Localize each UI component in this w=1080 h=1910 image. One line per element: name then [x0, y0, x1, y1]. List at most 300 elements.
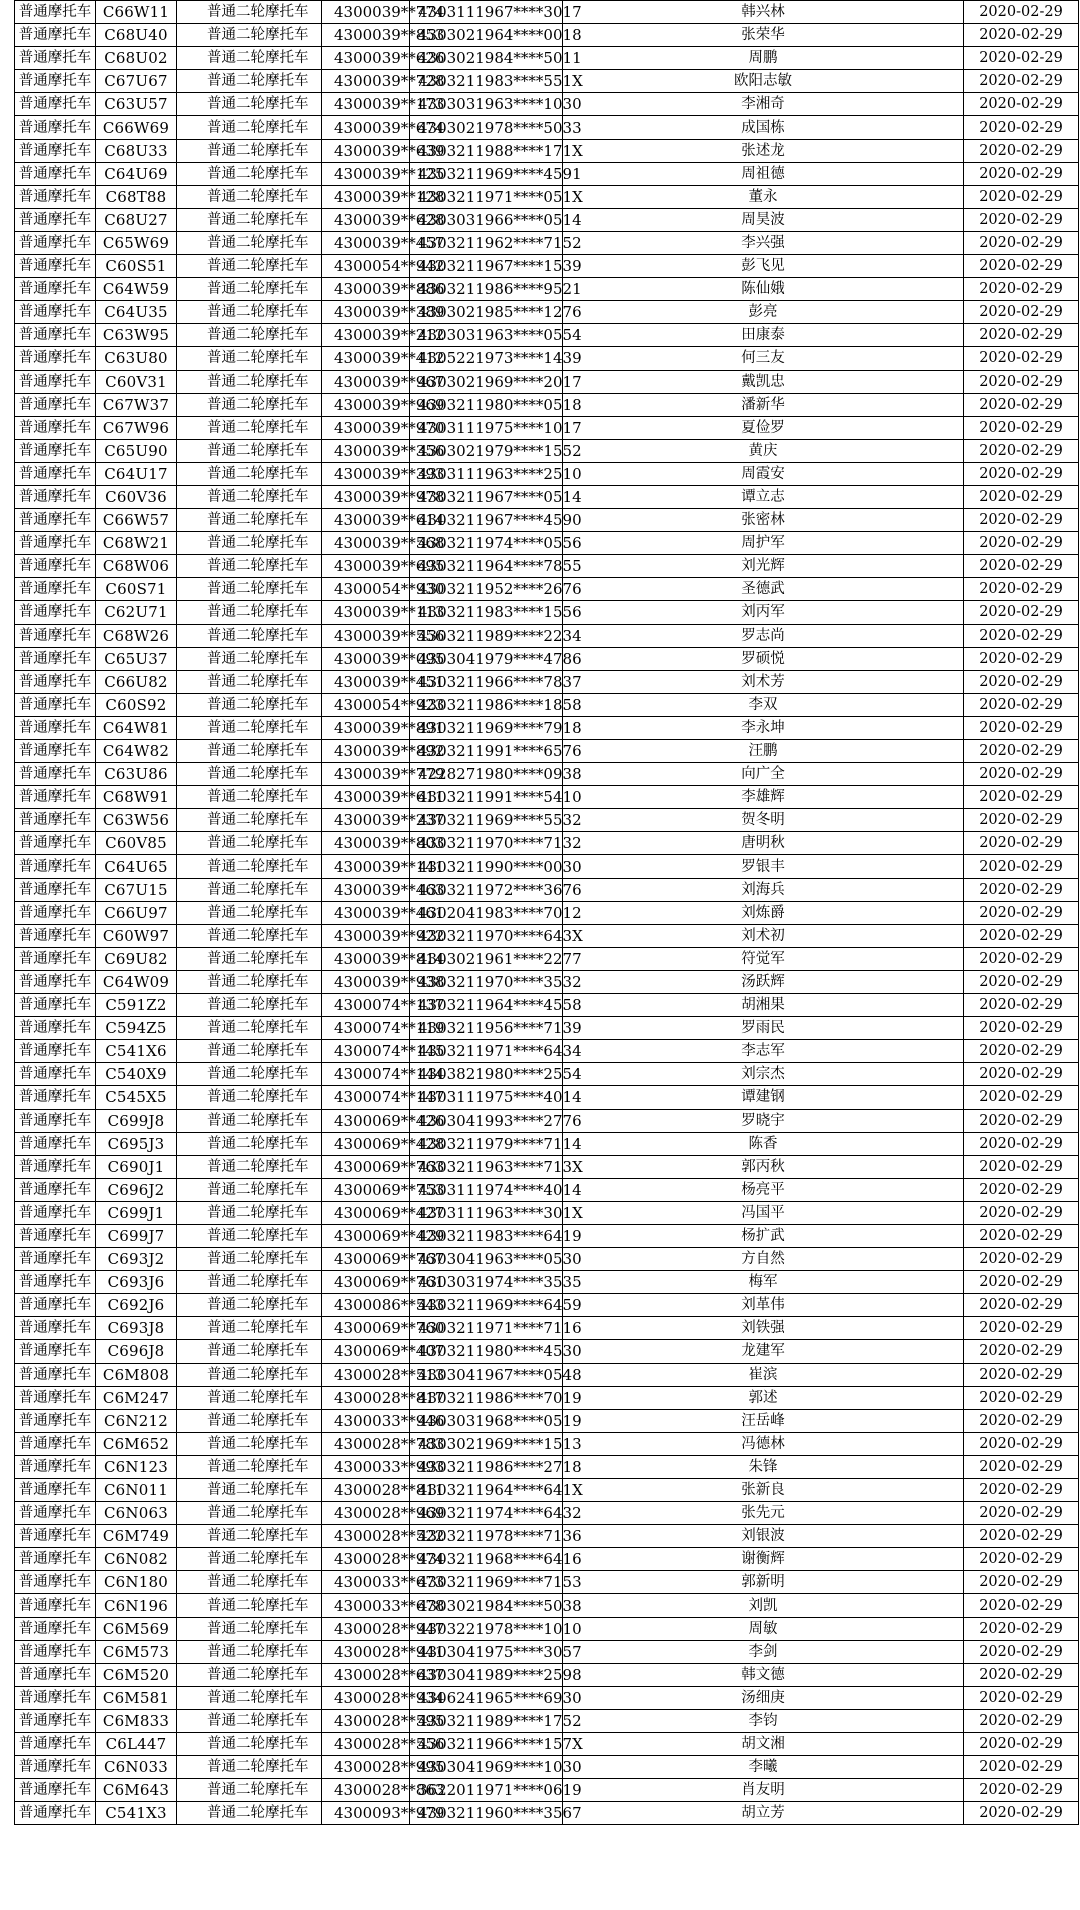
vehicle-class-cell: 普通二轮摩托车 [177, 324, 322, 347]
plate-number-cell: C6M643 [96, 1779, 177, 1802]
file-number-cell: 4300039**463 [322, 878, 410, 901]
vehicle-class-cell: 普通二轮摩托车 [177, 1109, 322, 1132]
owner-name-cell: 李湘奇 [563, 93, 964, 116]
table-row [15, 1548, 1079, 1571]
vehicle-type-cell: 普通摩托车 [15, 1063, 96, 1086]
owner-name-cell: 汤细庚 [563, 1686, 964, 1709]
plate-number-cell: C68U27 [96, 208, 177, 231]
file-number-cell: 4300039**389 [322, 301, 410, 324]
vehicle-class-cell: 普通二轮摩托车 [177, 1040, 322, 1063]
date-cell: 2020-02-29 [964, 1525, 1079, 1548]
vehicle-type-cell: 普通摩托车 [15, 1525, 96, 1548]
vehicle-class-cell: 普通二轮摩托车 [177, 208, 322, 231]
owner-name-cell: 刘宗杰 [563, 1063, 964, 1086]
table-row [15, 1502, 1079, 1525]
file-number-cell: 4300039**611 [322, 786, 410, 809]
vehicle-class-cell: 普通二轮摩托车 [177, 370, 322, 393]
plate-number-cell: C66W57 [96, 509, 177, 532]
file-number-cell: 4300039**891 [322, 716, 410, 739]
plate-number-cell: C64U35 [96, 301, 177, 324]
vehicle-class-cell: 普通二轮摩托车 [177, 1248, 322, 1271]
file-number-cell: 4300039**412 [322, 347, 410, 370]
plate-number-cell: C64W81 [96, 716, 177, 739]
owner-name-cell: 韩文德 [563, 1663, 964, 1686]
date-cell: 2020-02-29 [964, 924, 1079, 947]
date-cell: 2020-02-29 [964, 532, 1079, 555]
owner-name-cell: 成国栋 [563, 116, 964, 139]
plate-number-cell: C6M833 [96, 1709, 177, 1732]
vehicle-type-cell: 普通摩托车 [15, 832, 96, 855]
plate-number-cell: C65W69 [96, 231, 177, 254]
file-number-cell: 4300069**407 [322, 1340, 410, 1363]
file-number-cell: 4300028**783 [322, 1432, 410, 1455]
table-row [15, 1271, 1079, 1294]
vehicle-type-cell: 普通摩托车 [15, 1017, 96, 1040]
vehicle-class-cell: 普通二轮摩托车 [177, 924, 322, 947]
vehicle-type-cell: 普通摩托车 [15, 1663, 96, 1686]
id-number-cell: 4303211980****0518 [410, 393, 563, 416]
owner-name-cell: 刘海兵 [563, 878, 964, 901]
vehicle-class-cell: 普通二轮摩托车 [177, 763, 322, 786]
file-number-cell: 4300028**556 [322, 1733, 410, 1756]
file-number-cell: 4300069**761 [322, 1271, 410, 1294]
vehicle-type-cell: 普通摩托车 [15, 901, 96, 924]
date-cell: 2020-02-29 [964, 1086, 1079, 1109]
table-row [15, 693, 1079, 716]
vehicle-type-cell: 普通摩托车 [15, 670, 96, 693]
table-row [15, 439, 1079, 462]
date-cell: 2020-02-29 [964, 1686, 1079, 1709]
vehicle-type-cell: 普通摩托车 [15, 255, 96, 278]
table-row [15, 1663, 1079, 1686]
vehicle-class-cell: 普通二轮摩托车 [177, 1779, 322, 1802]
date-cell: 2020-02-29 [964, 370, 1079, 393]
date-cell: 2020-02-29 [964, 763, 1079, 786]
vehicle-class-cell: 普通二轮摩托车 [177, 485, 322, 508]
file-number-cell: 4300054**942 [322, 255, 410, 278]
table-row [15, 1640, 1079, 1663]
table-row [15, 47, 1079, 70]
vehicle-type-cell: 普通摩托车 [15, 740, 96, 763]
plate-number-cell: C67U15 [96, 878, 177, 901]
plate-number-cell: C68U40 [96, 24, 177, 47]
vehicle-class-cell: 普通二轮摩托车 [177, 1455, 322, 1478]
date-cell: 2020-02-29 [964, 670, 1079, 693]
vehicle-class-cell: 普通二轮摩托车 [177, 1709, 322, 1732]
vehicle-type-cell: 普通摩托车 [15, 1571, 96, 1594]
table-row [15, 347, 1079, 370]
vehicle-type-cell: 普通摩托车 [15, 878, 96, 901]
plate-number-cell: C696J2 [96, 1178, 177, 1201]
plate-number-cell: C66W11 [96, 1, 177, 24]
vehicle-class-cell: 普通二轮摩托车 [177, 47, 322, 70]
plate-number-cell: C541X3 [96, 1802, 177, 1825]
table-row [15, 393, 1079, 416]
vehicle-type-cell: 普通摩托车 [15, 439, 96, 462]
file-number-cell: 4300039**556 [322, 624, 410, 647]
plate-number-cell: C67U67 [96, 70, 177, 93]
plate-number-cell: C594Z5 [96, 1017, 177, 1040]
vehicle-class-cell: 普通二轮摩托车 [177, 93, 322, 116]
table-row [15, 878, 1079, 901]
id-number-cell: 4303211971****051X [410, 185, 563, 208]
id-number-cell: 4303211967****4590 [410, 509, 563, 532]
vehicle-class-cell: 普通二轮摩托车 [177, 1201, 322, 1224]
id-number-cell: 4305221973****1439 [410, 347, 563, 370]
date-cell: 2020-02-29 [964, 1201, 1079, 1224]
plate-number-cell: C64W09 [96, 970, 177, 993]
id-number-cell: 4303211971****7116 [410, 1317, 563, 1340]
vehicle-type-cell: 普通摩托车 [15, 370, 96, 393]
vehicle-type-cell: 普通摩托车 [15, 24, 96, 47]
table-row [15, 1109, 1079, 1132]
owner-name-cell: 彭飞见 [563, 255, 964, 278]
date-cell: 2020-02-29 [964, 947, 1079, 970]
date-cell: 2020-02-29 [964, 855, 1079, 878]
id-number-cell: 4303211970****7132 [410, 832, 563, 855]
date-cell: 2020-02-29 [964, 1340, 1079, 1363]
file-number-cell: 4300054**930 [322, 578, 410, 601]
plate-number-cell: C540X9 [96, 1063, 177, 1086]
table-row [15, 1340, 1079, 1363]
owner-name-cell: 谭建钢 [563, 1086, 964, 1109]
file-number-cell: 4300039**674 [322, 116, 410, 139]
id-number-cell: 4303031974****3535 [410, 1271, 563, 1294]
owner-name-cell: 刘凯 [563, 1594, 964, 1617]
id-number-cell: 4303021969****1513 [410, 1432, 563, 1455]
vehicle-class-cell: 普通二轮摩托车 [177, 347, 322, 370]
vehicle-class-cell: 普通二轮摩托车 [177, 70, 322, 93]
owner-name-cell: 周护军 [563, 532, 964, 555]
owner-name-cell: 张述龙 [563, 139, 964, 162]
date-cell: 2020-02-29 [964, 139, 1079, 162]
table-row [15, 208, 1079, 231]
vehicle-type-cell: 普通摩托车 [15, 1178, 96, 1201]
table-row [15, 231, 1079, 254]
id-number-cell: 4303211983****6419 [410, 1224, 563, 1247]
id-number-cell: 4303041963****0530 [410, 1248, 563, 1271]
vehicle-type-cell: 普通摩托车 [15, 947, 96, 970]
date-cell: 2020-02-29 [964, 1294, 1079, 1317]
file-number-cell: 4300039**113 [322, 601, 410, 624]
owner-name-cell: 潘新华 [563, 393, 964, 416]
id-number-cell: 4303211956****7139 [410, 1017, 563, 1040]
owner-name-cell: 冯德林 [563, 1432, 964, 1455]
plate-number-cell: C699J1 [96, 1201, 177, 1224]
plate-number-cell: C68U33 [96, 139, 177, 162]
owner-name-cell: 杨扩武 [563, 1224, 964, 1247]
table-row [15, 901, 1079, 924]
file-number-cell: 4300039**212 [322, 324, 410, 347]
plate-number-cell: C65U90 [96, 439, 177, 462]
vehicle-class-cell: 普通二轮摩托车 [177, 1086, 322, 1109]
table-row [15, 1132, 1079, 1155]
id-number-cell: 4303211969****6459 [410, 1294, 563, 1317]
vehicle-class-cell: 普通二轮摩托车 [177, 1479, 322, 1502]
table-row [15, 1294, 1079, 1317]
vehicle-class-cell: 普通二轮摩托车 [177, 416, 322, 439]
owner-name-cell: 刘术芳 [563, 670, 964, 693]
vehicle-class-cell: 普通二轮摩托车 [177, 1294, 322, 1317]
table-row [15, 809, 1079, 832]
vehicle-class-cell: 普通二轮摩托车 [177, 1409, 322, 1432]
table-row [15, 1479, 1079, 1502]
vehicle-type-cell: 普通摩托车 [15, 1294, 96, 1317]
vehicle-type-cell: 普通摩托车 [15, 208, 96, 231]
vehicle-type-cell: 普通摩托车 [15, 1363, 96, 1386]
owner-name-cell: 李雄辉 [563, 786, 964, 809]
id-number-cell: 4303211969****5532 [410, 809, 563, 832]
table-row [15, 1432, 1079, 1455]
vehicle-type-cell: 普通摩托车 [15, 1109, 96, 1132]
id-number-cell: 4303211969****4591 [410, 162, 563, 185]
table-row [15, 763, 1079, 786]
plate-number-cell: C67W37 [96, 393, 177, 416]
table-row [15, 1155, 1079, 1178]
vehicle-class-cell: 普通二轮摩托车 [177, 1386, 322, 1409]
plate-number-cell: C60V85 [96, 832, 177, 855]
vehicle-type-cell: 普通摩托车 [15, 1317, 96, 1340]
table-row [15, 1317, 1079, 1340]
id-number-cell: 4303111963****301X [410, 1201, 563, 1224]
file-number-cell: 4300069**427 [322, 1201, 410, 1224]
table-row [15, 947, 1079, 970]
table-row [15, 1063, 1079, 1086]
vehicle-type-cell: 普通摩托车 [15, 416, 96, 439]
plate-number-cell: C63W56 [96, 809, 177, 832]
vehicle-type-cell: 普通摩托车 [15, 1386, 96, 1409]
vehicle-type-cell: 普通摩托车 [15, 1155, 96, 1178]
owner-name-cell: 圣德武 [563, 578, 964, 601]
date-cell: 2020-02-29 [964, 578, 1079, 601]
file-number-cell: 4300086**543 [322, 1294, 410, 1317]
owner-name-cell: 胡立芳 [563, 1802, 964, 1825]
owner-name-cell: 朱锋 [563, 1455, 964, 1478]
date-cell: 2020-02-29 [964, 162, 1079, 185]
plate-number-cell: C65U37 [96, 647, 177, 670]
date-cell: 2020-02-29 [964, 1709, 1079, 1732]
owner-name-cell: 何三友 [563, 347, 964, 370]
owner-name-cell: 张荣华 [563, 24, 964, 47]
owner-name-cell: 胡湘果 [563, 994, 964, 1017]
vehicle-class-cell: 普通二轮摩托车 [177, 1178, 322, 1201]
date-cell: 2020-02-29 [964, 208, 1079, 231]
owner-name-cell: 张新良 [563, 1479, 964, 1502]
file-number-cell: 4300039**237 [322, 809, 410, 832]
owner-name-cell: 黄庆 [563, 439, 964, 462]
owner-name-cell: 欧阳志敏 [563, 70, 964, 93]
vehicle-type-cell: 普通摩托车 [15, 693, 96, 716]
table-row [15, 301, 1079, 324]
date-cell: 2020-02-29 [964, 1363, 1079, 1386]
vehicle-class-cell: 普通二轮摩托车 [177, 740, 322, 763]
plate-number-cell: C6M808 [96, 1363, 177, 1386]
vehicle-type-cell: 普通摩托车 [15, 1455, 96, 1478]
date-cell: 2020-02-29 [964, 1, 1079, 24]
id-number-cell: 4303211970****643X [410, 924, 563, 947]
table-row [15, 855, 1079, 878]
date-cell: 2020-02-29 [964, 809, 1079, 832]
plate-number-cell: C63U80 [96, 347, 177, 370]
id-number-cell: 4303211974****0556 [410, 532, 563, 555]
id-number-cell: 4303111975****4014 [410, 1086, 563, 1109]
date-cell: 2020-02-29 [964, 1317, 1079, 1340]
date-cell: 2020-02-29 [964, 786, 1079, 809]
owner-name-cell: 陈仙娥 [563, 278, 964, 301]
vehicle-type-cell: 普通摩托车 [15, 1479, 96, 1502]
vehicle-type-cell: 普通摩托车 [15, 485, 96, 508]
table-row [15, 1455, 1079, 1478]
file-number-cell: 4300039**853 [322, 24, 410, 47]
table-row [15, 624, 1079, 647]
plate-number-cell: C64U69 [96, 162, 177, 185]
owner-name-cell: 李钧 [563, 1709, 964, 1732]
vehicle-class-cell: 普通二轮摩托车 [177, 1802, 322, 1825]
date-cell: 2020-02-29 [964, 624, 1079, 647]
file-number-cell: 4300069**760 [322, 1317, 410, 1340]
table-row [15, 485, 1079, 508]
file-number-cell: 4300039**461 [322, 901, 410, 924]
vehicle-type-cell: 普通摩托车 [15, 1248, 96, 1271]
date-cell: 2020-02-29 [964, 1502, 1079, 1525]
plate-number-cell: C699J8 [96, 1109, 177, 1132]
owner-name-cell: 谢衡辉 [563, 1548, 964, 1571]
vehicle-type-cell: 普通摩托车 [15, 1802, 96, 1825]
file-number-cell: 4300039**128 [322, 185, 410, 208]
plate-number-cell: C541X6 [96, 1040, 177, 1063]
file-number-cell: 4300069**426 [322, 1109, 410, 1132]
file-number-cell: 4300033**946 [322, 1409, 410, 1432]
vehicle-class-cell: 普通二轮摩托车 [177, 878, 322, 901]
date-cell: 2020-02-29 [964, 116, 1079, 139]
vehicle-class-cell: 普通二轮摩托车 [177, 278, 322, 301]
vehicle-class-cell: 普通二轮摩托车 [177, 1617, 322, 1640]
table-row [15, 601, 1079, 624]
id-number-cell: 4303031963****0554 [410, 324, 563, 347]
id-number-cell: 4303211983****551X [410, 70, 563, 93]
file-number-cell: 4300039**568 [322, 532, 410, 555]
table-body [15, 1, 1079, 1825]
owner-name-cell: 胡文湘 [563, 1733, 964, 1756]
vehicle-class-cell: 普通二轮摩托车 [177, 578, 322, 601]
file-number-cell: 4300039**967 [322, 370, 410, 393]
id-number-cell: 3622011971****0619 [410, 1779, 563, 1802]
file-number-cell: 4300039**451 [322, 670, 410, 693]
file-number-cell: 4300039**814 [322, 947, 410, 970]
plate-number-cell: C6N082 [96, 1548, 177, 1571]
date-cell: 2020-02-29 [964, 24, 1079, 47]
vehicle-type-cell: 普通摩托车 [15, 1640, 96, 1663]
file-number-cell: 4300039**626 [322, 47, 410, 70]
vehicle-class-cell: 普通二轮摩托车 [177, 647, 322, 670]
vehicle-type-cell: 普通摩托车 [15, 393, 96, 416]
file-number-cell: 4300028**941 [322, 1640, 410, 1663]
file-number-cell: 4300028**637 [322, 1663, 410, 1686]
date-cell: 2020-02-29 [964, 1571, 1079, 1594]
table-row [15, 716, 1079, 739]
file-number-cell: 4300028**811 [322, 1479, 410, 1502]
plate-number-cell: C68U02 [96, 47, 177, 70]
vehicle-type-cell: 普通摩托车 [15, 555, 96, 578]
date-cell: 2020-02-29 [964, 1594, 1079, 1617]
id-number-cell: 4303211964****641X [410, 1479, 563, 1502]
vehicle-type-cell: 普通摩托车 [15, 1224, 96, 1247]
id-number-cell: 4303041979****4786 [410, 647, 563, 670]
vehicle-type-cell: 普通摩托车 [15, 578, 96, 601]
file-number-cell: 4300039**628 [322, 208, 410, 231]
file-number-cell: 4300039**614 [322, 509, 410, 532]
vehicle-type-cell: 普通摩托车 [15, 1709, 96, 1732]
vehicle-type-cell: 普通摩托车 [15, 347, 96, 370]
table-row [15, 324, 1079, 347]
owner-name-cell: 刘银波 [563, 1525, 964, 1548]
date-cell: 2020-02-29 [964, 1063, 1079, 1086]
table-row [15, 139, 1079, 162]
id-number-cell: 4303021978****5033 [410, 116, 563, 139]
date-cell: 2020-02-29 [964, 93, 1079, 116]
id-number-cell: 4303111975****1017 [410, 416, 563, 439]
vehicle-class-cell: 普通二轮摩托车 [177, 162, 322, 185]
date-cell: 2020-02-29 [964, 255, 1079, 278]
date-cell: 2020-02-29 [964, 832, 1079, 855]
file-number-cell: 4300028**863 [322, 1779, 410, 1802]
table-row [15, 1733, 1079, 1756]
id-number-cell: 4303211963****713X [410, 1155, 563, 1178]
id-number-cell: 4303211964****7855 [410, 555, 563, 578]
id-number-cell: 4303211991****6576 [410, 740, 563, 763]
vehicle-type-cell: 普通摩托车 [15, 786, 96, 809]
table-row [15, 532, 1079, 555]
date-cell: 2020-02-29 [964, 716, 1079, 739]
plate-number-cell: C60S92 [96, 693, 177, 716]
owner-name-cell: 罗志尚 [563, 624, 964, 647]
vehicle-class-cell: 普通二轮摩托车 [177, 1132, 322, 1155]
table-row [15, 1686, 1079, 1709]
vehicle-type-cell: 普通摩托车 [15, 462, 96, 485]
owner-name-cell: 戴凯忠 [563, 370, 964, 393]
table-row [15, 670, 1079, 693]
plate-number-cell: C66W69 [96, 116, 177, 139]
owner-name-cell: 李志军 [563, 1040, 964, 1063]
owner-name-cell: 李双 [563, 693, 964, 716]
vehicle-type-cell: 普通摩托车 [15, 231, 96, 254]
owner-name-cell: 龙建军 [563, 1340, 964, 1363]
plate-number-cell: C6N123 [96, 1455, 177, 1478]
plate-number-cell: C60V36 [96, 485, 177, 508]
date-cell: 2020-02-29 [964, 462, 1079, 485]
date-cell: 2020-02-29 [964, 901, 1079, 924]
plate-number-cell: C69U82 [96, 947, 177, 970]
date-cell: 2020-02-29 [964, 970, 1079, 993]
vehicle-class-cell: 普通二轮摩托车 [177, 1594, 322, 1617]
file-number-cell: 4300028**995 [322, 1756, 410, 1779]
vehicle-class-cell: 普通二轮摩托车 [177, 1548, 322, 1571]
vehicle-type-cell: 普通摩托车 [15, 1432, 96, 1455]
plate-number-cell: C68W26 [96, 624, 177, 647]
id-number-cell: 4306241965****6930 [410, 1686, 563, 1709]
file-number-cell: 4300039**978 [322, 485, 410, 508]
plate-number-cell: C63U57 [96, 93, 177, 116]
id-number-cell: 4303111967****3017 [410, 1, 563, 24]
file-number-cell: 4300054**923 [322, 693, 410, 716]
plate-number-cell: C696J8 [96, 1340, 177, 1363]
id-number-cell: 4303211966****7837 [410, 670, 563, 693]
vehicle-type-cell: 普通摩托车 [15, 970, 96, 993]
table-row [15, 1802, 1079, 1825]
owner-name-cell: 郭新明 [563, 1571, 964, 1594]
id-number-cell: 4303211972****3676 [410, 878, 563, 901]
date-cell: 2020-02-29 [964, 278, 1079, 301]
